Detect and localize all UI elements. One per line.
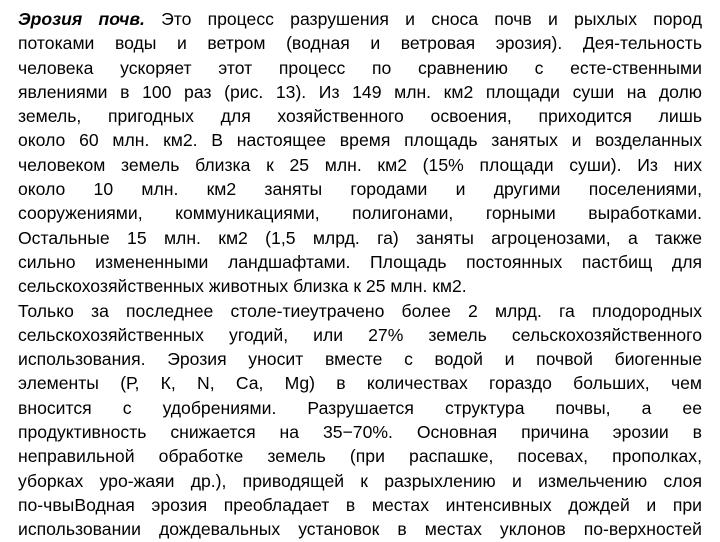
text-line: Остальные 15 млн. км2 (1,5 млрд. га) заняты агроценозами, а также [18, 227, 702, 248]
text-line: человеком земель близка к 25 млн. км2 (15% площади суши). Из них [18, 154, 702, 175]
text-line: вносится с удобрениями. Разрушается структура почвы, а ее [18, 397, 702, 418]
text-line: явлениями в 100 раз (рис. 13). Из 149 млн. км2 площади суши на долю [18, 81, 702, 102]
text-line: потоками воды и ветром (водная и ветровая эрозия). Дея-тельность [18, 33, 702, 54]
text-line: продуктивность снижается на 35−70%. Основная причина эрозии в [18, 422, 702, 443]
text-line: сельскохозяйственных угодий, или 27% земель сельскохозяйственного [18, 324, 702, 345]
text-line: около 60 млн. км2. В настоящее время площадь занятых и возделанных [18, 130, 702, 151]
text-line: сооружениями, коммуникациями, полигонами, горными выработками. [18, 203, 702, 224]
text-line: сельскохозяйственных животных близка к 25 млн. км2. [18, 276, 467, 297]
text-line: около 10 млн. км2 заняты городами и другими поселениями, [18, 179, 702, 200]
text-line: земель, пригодных для хозяйственного освоения, приходится лишь [18, 106, 702, 127]
text-line: уборках уро-жаяи др.), приводящей к разрыхлению и измельчению слоя [18, 470, 702, 491]
text-line: человека ускоряет этот процесс по сравнению с есте-ственными [18, 57, 702, 78]
text-line-content: Это процесс разрушения и сноса почв и рыхлых пород [144, 9, 702, 29]
text-line [18, 7, 702, 31]
text-line: по-чвыВодная эрозия преобладает в местах интенсивных дождей и при [18, 494, 702, 515]
document-body [18, 7, 702, 542]
text-line: сильно измененными ландшафтами. Площадь постоянных пастбищ для [18, 251, 702, 272]
text-line: элементы (Р, К, N, Са, Mg) в количествах гораздо больших, чем [18, 373, 702, 394]
text-line: Только за последнее столе-тиеутрачено более 2 млрд. га плодородных [18, 300, 702, 321]
text-line: неправильной обработке земель (при распашке, посевах, прополках, [18, 446, 702, 467]
term-heading: Эрозия почв. [18, 9, 145, 29]
text-line: использовании дождевальных установок в местах уклонов по-верхностей [18, 519, 702, 540]
text-line: использования. Эрозия уносит вместе с водой и почвой биогенные [18, 349, 702, 370]
